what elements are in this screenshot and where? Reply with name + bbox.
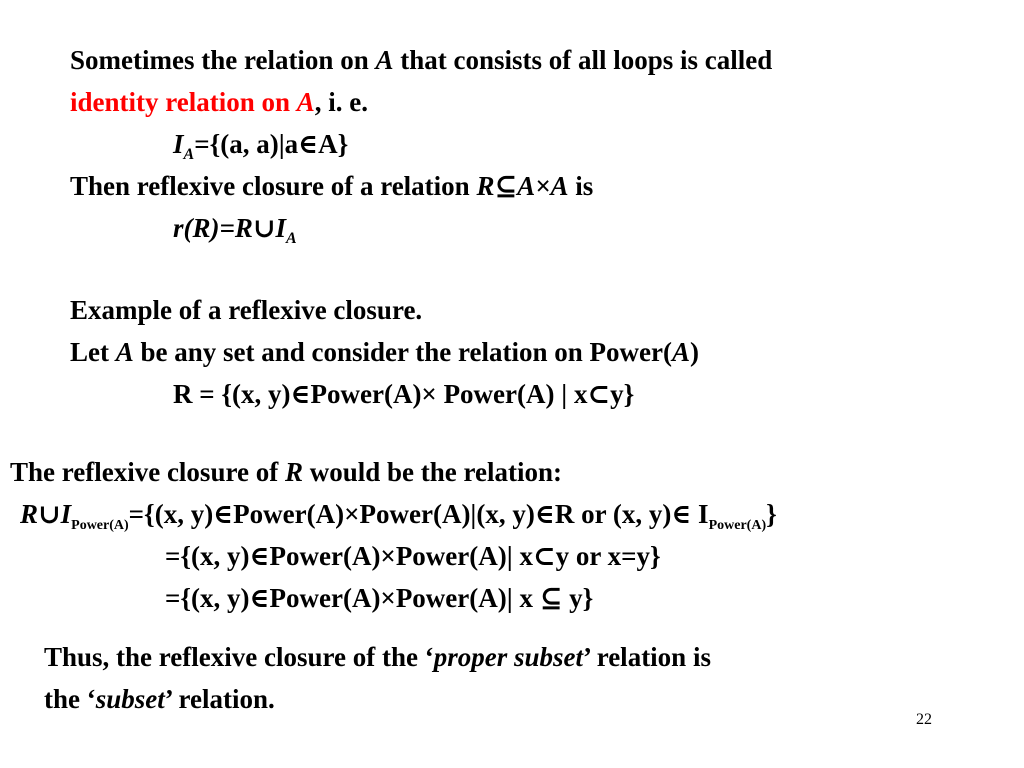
let-var-2: A (671, 337, 690, 367)
relation-formula: R = {(x, y)∈Power(A)× Power(A) | x⊂y} (173, 379, 635, 409)
equation-3: ={(x, y)∈Power(A)×Power(A)| x ⊆ y} (165, 583, 594, 613)
proper-subset-term: proper subset (433, 642, 583, 672)
example-let (70, 339, 699, 366)
page-number: 22 (916, 711, 932, 728)
eq1-close: } (766, 499, 777, 529)
closure-text: Then reflexive closure of a relation (70, 171, 477, 201)
conclusion-line-1 (44, 644, 711, 671)
example-relation (173, 381, 634, 408)
intro-text: Sometimes the relation on (70, 45, 376, 75)
eq1-body: ={(x, y)∈Power(A)×Power(A)|(x, y)∈R or (x, y)∈ I (128, 499, 709, 529)
conclusion-text-2: the ‘ (44, 684, 96, 714)
eq1-rhs-subscript: Power(A) (708, 518, 767, 533)
reflexive-heading-text: The reflexive closure of (10, 457, 285, 487)
let-text: Let (70, 337, 116, 367)
intro-line-1 (70, 47, 772, 74)
conclusion-text-2-cont: ’ relation. (164, 684, 275, 714)
closure-expr: R⊆A×A (476, 171, 569, 201)
eq1-lhs-subscript: Power(A) (71, 518, 129, 533)
conclusion-line-2 (44, 686, 275, 713)
let-close: ) (690, 337, 699, 367)
ie-text: , i. e. (314, 87, 369, 117)
conclusion-text-cont: ’ relation is (582, 642, 711, 672)
reflexive-heading-cont: would be the relation: (302, 457, 562, 487)
subset-term: subset (95, 684, 165, 714)
identity-formula (173, 131, 348, 163)
closure-formula (173, 215, 297, 247)
var-a: A (375, 45, 394, 75)
intro-line-2 (70, 89, 368, 116)
closure-intro (70, 173, 593, 200)
reflexive-heading (10, 459, 562, 486)
identity-relation-term: identity relation on (70, 87, 297, 117)
closure-formula-main: r(R)=R∪I (173, 213, 287, 243)
intro-text-cont: that consists of all loops is called (393, 45, 773, 75)
example-heading: Example of a reflexive closure. (70, 295, 423, 325)
eq1-lhs: R∪I (20, 499, 72, 529)
identity-relation-var: A (296, 87, 315, 117)
closure-is: is (568, 171, 594, 201)
equation-2: ={(x, y)∈Power(A)×Power(A)| x⊂y or x=y} (165, 541, 661, 571)
let-text-cont: be any set and consider the relation on Power( (133, 337, 672, 367)
conclusion-text: Thus, the reflexive closure of the ‘ (44, 642, 434, 672)
closure-formula-subscript: A (286, 230, 297, 247)
let-var: A (115, 337, 134, 367)
formula-i-subscript: A (183, 146, 195, 163)
reflexive-heading-var: R (284, 457, 303, 487)
formula-i-body: ={(a, a)|a∈A} (194, 129, 349, 159)
formula-i: I (173, 129, 184, 159)
equation-1 (20, 501, 777, 533)
